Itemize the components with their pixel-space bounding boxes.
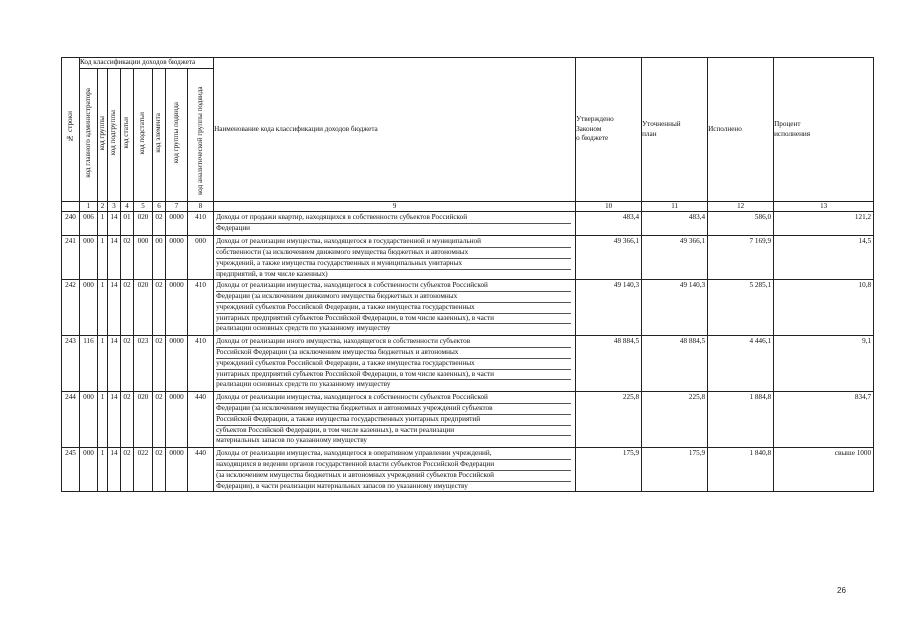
subtype-group-code-cell: 0000	[166, 280, 188, 336]
page-number: 26	[837, 586, 846, 595]
element-code-cell: 02	[153, 392, 166, 448]
subgroup-code-cell: 14	[108, 392, 121, 448]
group-code-header: код группы	[98, 69, 108, 202]
subtype-group-code-cell: 0000	[166, 212, 188, 236]
subtype-group-code-cell: 0000	[166, 392, 188, 448]
revenue-name-line: материальных запасов по указанному имуществу	[216, 436, 367, 445]
approved-value-cell: 175,9	[576, 448, 642, 492]
refined-value-cell: 49 366,1	[642, 236, 708, 280]
executed-value-cell: 1 840,8	[708, 448, 774, 492]
approved-value-cell: 49 366,1	[576, 236, 642, 280]
admin-code-cell: 116	[80, 336, 98, 392]
article-code-cell: 02	[121, 236, 134, 280]
analytic-group-code-cell: 410	[188, 212, 214, 236]
subgroup-code-cell: 14	[108, 448, 121, 492]
subgroup-code-cell: 14	[108, 336, 121, 392]
group-code-cell: 1	[98, 392, 108, 448]
revenue-name-line: собственности (за исключением движимого имущества бюджетных и автономных	[216, 248, 571, 259]
revenue-name-line: Доходы от продажи квартир, находящихся в собственности субъектов Российской	[216, 213, 571, 224]
column-number: 1	[80, 202, 98, 212]
revenue-name-cell	[214, 280, 576, 336]
subtype-group-code-header: код группы подвида	[166, 69, 188, 202]
revenue-name-line: находящихся в ведении органов государственной власти субъектов Российской Федерации	[216, 460, 571, 471]
subgroup-code-header: код подгруппы	[108, 69, 121, 202]
element-code-cell: 02	[153, 336, 166, 392]
approved-value-cell: 48 884,5	[576, 336, 642, 392]
revenue-name-line: Доходы от реализации имущества, находящегося в государственной и муниципальной	[216, 237, 571, 248]
revenue-name-line: (за исключением имущества бюджетных и автономных учреждений субъектов Российской	[216, 471, 571, 482]
revenue-name-line: унитарных предприятий субъектов Российской Федерации, в том числе казенных), в части	[216, 370, 571, 381]
budget-revenue-table	[61, 57, 874, 492]
article-code-header: код статьи	[121, 69, 134, 202]
admin-code-cell: 000	[80, 236, 98, 280]
revenue-name-line: Федерации (за исключением движимого имущества бюджетных и автономных	[216, 292, 571, 303]
refined-plan-header: Уточненный план	[642, 58, 708, 202]
analytic-group-code-cell: 410	[188, 280, 214, 336]
column-number: 9	[214, 202, 576, 212]
element-code-cell: 02	[153, 448, 166, 492]
refined-value-cell: 175,9	[642, 448, 708, 492]
article-code-cell: 02	[121, 280, 134, 336]
classification-code-header: Код классификации доходов бюджета	[80, 58, 214, 69]
revenue-name-cell	[214, 392, 576, 448]
subarticle-code-cell: 000	[134, 236, 153, 280]
element-code-cell: 02	[153, 280, 166, 336]
column-number: 4	[121, 202, 134, 212]
revenue-name-cell	[214, 448, 576, 492]
table-body	[62, 212, 874, 492]
table-row	[62, 212, 874, 236]
table-row	[62, 392, 874, 448]
percent-value-cell: 121,2	[774, 212, 874, 236]
subgroup-code-cell: 14	[108, 280, 121, 336]
element-code-cell: 02	[153, 212, 166, 236]
column-number: 2	[98, 202, 108, 212]
group-code-cell: 1	[98, 236, 108, 280]
analytic-group-code-cell: 440	[188, 448, 214, 492]
revenue-name-line: Доходы от реализации имущества, находящегося в собственности субъектов Российской	[216, 281, 571, 292]
name-header: Наименование кода классификации доходов бюджета	[214, 58, 576, 202]
revenue-name-line: Российской Федерации (за исключением имущества бюджетных и автономных	[216, 348, 571, 359]
column-number: 7	[166, 202, 188, 212]
subgroup-code-cell: 14	[108, 236, 121, 280]
group-code-cell: 1	[98, 336, 108, 392]
row-number-cell: 241	[62, 236, 80, 280]
revenue-name-line: учреждений, а также имущества государственных и муниципальных унитарных	[216, 259, 571, 270]
analytic-group-code-header: код аналитической группы подвида	[188, 69, 214, 202]
column-number: 12	[708, 202, 774, 212]
refined-value-cell: 483,4	[642, 212, 708, 236]
group-code-cell: 1	[98, 448, 108, 492]
table-row	[62, 280, 874, 336]
column-number: 8	[188, 202, 214, 212]
column-number: 6	[153, 202, 166, 212]
revenue-name-cell	[214, 336, 576, 392]
approved-value-cell: 225,8	[576, 392, 642, 448]
executed-value-cell: 1 884,8	[708, 392, 774, 448]
percent-value-cell: 834,7	[774, 392, 874, 448]
subtype-group-code-cell: 0000	[166, 336, 188, 392]
executed-value-cell: 586,0	[708, 212, 774, 236]
article-code-cell: 02	[121, 336, 134, 392]
revenue-name-line: учреждений субъектов Российской Федерации, а также имущества государственных	[216, 359, 571, 370]
revenue-name-line: субъектов Российской Федерации, в том числе казенных), в части реализации	[216, 426, 571, 437]
refined-value-cell: 225,8	[642, 392, 708, 448]
revenue-name-cell	[214, 212, 576, 236]
column-numbers-row	[62, 202, 874, 212]
percent-value-cell: 10,8	[774, 280, 874, 336]
approved-value-cell: 483,4	[576, 212, 642, 236]
article-code-cell: 02	[121, 392, 134, 448]
revenue-name-line: унитарных предприятий субъектов Российской Федерации, в том числе казенных), в части	[216, 314, 571, 325]
revenue-name-line: предприятий, в том числе казенных)	[216, 269, 328, 278]
element-code-header: код элемента	[153, 69, 166, 202]
subarticle-code-cell: 020	[134, 212, 153, 236]
column-number: 5	[134, 202, 153, 212]
admin-code-header: код главного администратора	[80, 69, 98, 202]
table-row	[62, 448, 874, 492]
revenue-name-line: Федерации (за исключением имущества бюджетных и автономных учреждений субъектов	[216, 404, 571, 415]
row-number-cell: 245	[62, 448, 80, 492]
table-row	[62, 236, 874, 280]
subtype-group-code-cell: 0000	[166, 236, 188, 280]
approved-value-cell: 49 140,3	[576, 280, 642, 336]
table-row	[62, 336, 874, 392]
admin-code-cell: 006	[80, 212, 98, 236]
admin-code-cell: 000	[80, 448, 98, 492]
revenue-name-line: Доходы от реализации имущества, находящегося в собственности субъектов Российской	[216, 393, 571, 404]
subgroup-code-cell: 14	[108, 212, 121, 236]
revenue-name-line: Федерации	[216, 224, 251, 233]
percent-value-cell: 14,5	[774, 236, 874, 280]
row-number-cell: 244	[62, 392, 80, 448]
admin-code-cell: 000	[80, 280, 98, 336]
refined-value-cell: 49 140,3	[642, 280, 708, 336]
subtype-group-code-cell: 0000	[166, 448, 188, 492]
document-page	[61, 57, 873, 492]
revenue-name-line: Федерации), в части реализации материальных запасов по указанному имуществу	[216, 481, 468, 490]
revenue-name-line: реализации основных средств по указанному имуществу	[216, 324, 391, 333]
revenue-name-line: реализации основных средств по указанному имуществу	[216, 380, 391, 389]
percent-value-cell: свыше 1000	[774, 448, 874, 492]
executed-value-cell: 4 446,1	[708, 336, 774, 392]
group-code-cell: 1	[98, 212, 108, 236]
article-code-cell: 01	[121, 212, 134, 236]
column-number: 13	[774, 202, 874, 212]
subarticle-code-cell: 020	[134, 280, 153, 336]
analytic-group-code-cell: 440	[188, 392, 214, 448]
column-number: 11	[642, 202, 708, 212]
refined-value-cell: 48 884,5	[642, 336, 708, 392]
column-number	[62, 202, 80, 212]
percent-value-cell: 9,1	[774, 336, 874, 392]
revenue-name-line: Доходы от реализации иного имущества, находящегося в собственности субъектов	[216, 337, 571, 348]
row-number-cell: 240	[62, 212, 80, 236]
revenue-name-line: Доходы от реализации имущества, находящегося в оперативном управлении учреждений,	[216, 449, 571, 460]
column-number: 10	[576, 202, 642, 212]
percent-header: Процент исполнения	[774, 58, 874, 202]
approved-header: Утверждено Законом о бюджете	[576, 58, 642, 202]
admin-code-cell: 000	[80, 392, 98, 448]
row-number-cell: 242	[62, 280, 80, 336]
analytic-group-code-cell: 000	[188, 236, 214, 280]
column-number: 3	[108, 202, 121, 212]
group-code-cell: 1	[98, 280, 108, 336]
row-number-cell: 243	[62, 336, 80, 392]
element-code-cell: 00	[153, 236, 166, 280]
subarticle-code-cell: 020	[134, 392, 153, 448]
analytic-group-code-cell: 410	[188, 336, 214, 392]
executed-value-cell: 7 169,9	[708, 236, 774, 280]
revenue-name-line: учреждений субъектов Российской Федерации, а также имущества государственных	[216, 303, 571, 314]
executed-value-cell: 5 285,1	[708, 280, 774, 336]
executed-header: Исполнено	[708, 58, 774, 202]
article-code-cell: 02	[121, 448, 134, 492]
revenue-name-cell	[214, 236, 576, 280]
subarticle-code-cell: 022	[134, 448, 153, 492]
revenue-name-line: Российской Федерации, а также имущества государственных унитарных предприятий	[216, 415, 571, 426]
row-number-header: № строки	[62, 58, 80, 202]
subarticle-code-cell: 023	[134, 336, 153, 392]
subarticle-code-header: код подстатьи	[134, 69, 153, 202]
